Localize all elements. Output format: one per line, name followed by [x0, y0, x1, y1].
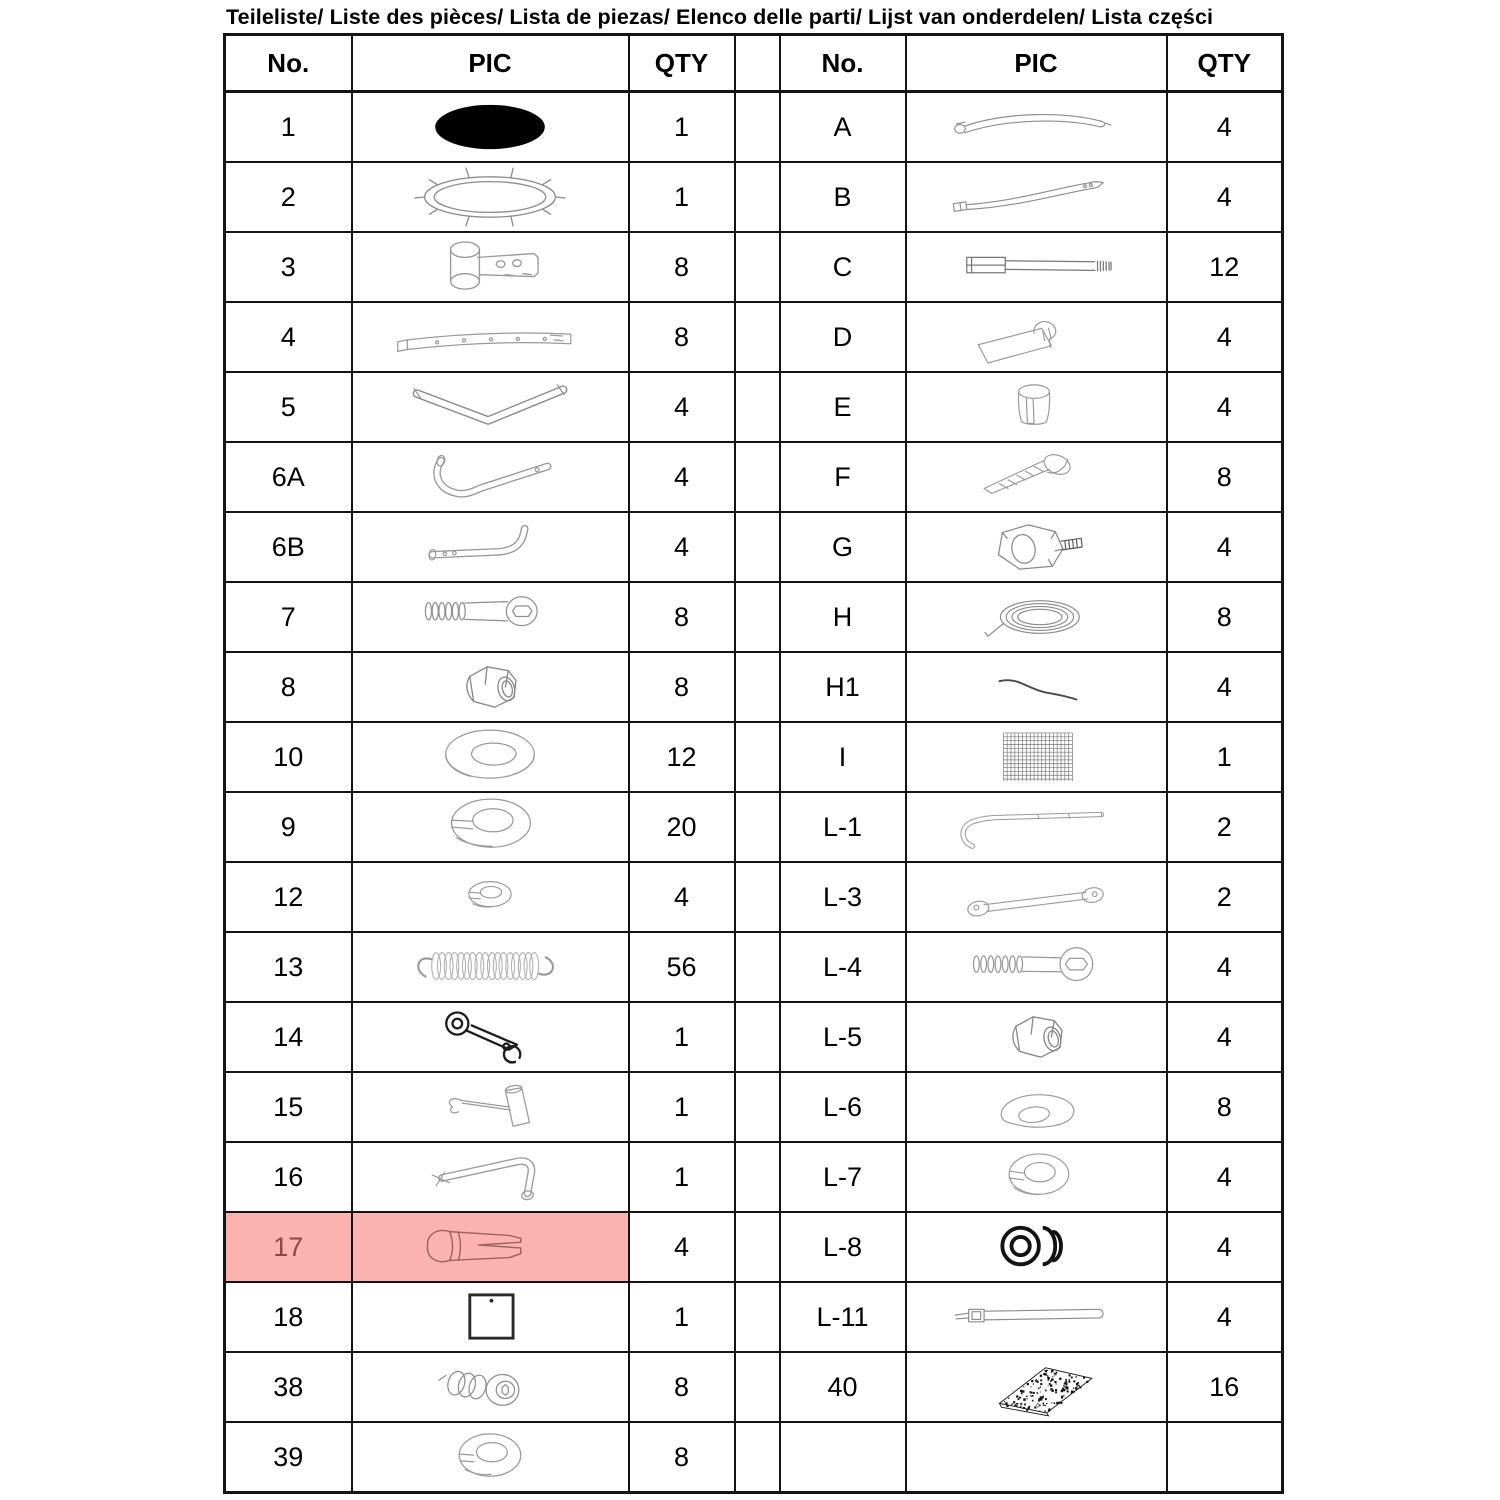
part-pic-right: [906, 582, 1167, 652]
part-pic-right: [906, 1142, 1167, 1212]
part-qty-left: 8: [629, 1422, 735, 1493]
part-qty-left: 8: [629, 232, 735, 302]
table-row: [225, 1352, 1283, 1422]
lock-nut-pic: [911, 1005, 1161, 1069]
part-qty-left: 8: [629, 302, 735, 372]
part-no-left: 9: [225, 792, 352, 862]
part-qty-right: 4: [1167, 162, 1283, 232]
table-row: [225, 1212, 1283, 1282]
table-row: [225, 792, 1283, 862]
part-no-right: E: [780, 372, 906, 442]
part-qty-left: 4: [629, 372, 735, 442]
part-pic-right: [906, 1212, 1167, 1282]
part-no-left: 38: [225, 1352, 352, 1422]
part-pic-left: [352, 372, 629, 442]
table-gap-cell: [735, 442, 780, 512]
header-qty-right: QTY: [1167, 35, 1283, 92]
table-gap-cell: [735, 1352, 780, 1422]
part-qty-right: 4: [1167, 1142, 1283, 1212]
part-pic-right: [906, 92, 1167, 163]
part-no-left: 2: [225, 162, 352, 232]
square-plate-pic: [365, 1285, 615, 1349]
header-no-left: No.: [225, 35, 352, 92]
part-no-right: 40: [780, 1352, 906, 1422]
part-no-right: L-3: [780, 862, 906, 932]
table-gap-cell: [735, 932, 780, 1002]
part-qty-right: 4: [1167, 932, 1283, 1002]
part-no-left: 1: [225, 92, 352, 163]
part-no-left: 15: [225, 1072, 352, 1142]
table-gap-cell: [735, 1142, 780, 1212]
table-row: [225, 162, 1283, 232]
part-qty-right: 4: [1167, 652, 1283, 722]
header-gap: [735, 35, 780, 92]
part-qty-right: 16: [1167, 1352, 1283, 1422]
net-mesh-pic: [911, 725, 1161, 789]
threaded-rod-pic: [911, 235, 1161, 299]
part-qty-left: 12: [629, 722, 735, 792]
part-qty-left: 8: [629, 652, 735, 722]
cap-nut-pic: [365, 655, 615, 719]
part-pic-left: [352, 862, 629, 932]
part-no-right: H: [780, 582, 906, 652]
part-qty-right: 2: [1167, 792, 1283, 862]
header-pic-left: PIC: [352, 35, 629, 92]
part-qty-right: 4: [1167, 1282, 1283, 1352]
part-pic-right: [906, 862, 1167, 932]
part-pic-left: [352, 1002, 629, 1072]
part-no-right: B: [780, 162, 906, 232]
part-no-left: 18: [225, 1282, 352, 1352]
part-no-left: 13: [225, 932, 352, 1002]
part-pic-left: [352, 442, 629, 512]
part-pic-right: [906, 232, 1167, 302]
header-pic-right: PIC: [906, 35, 1167, 92]
eye-strap-pic: [911, 865, 1161, 929]
table-row: [225, 932, 1283, 1002]
part-pic-left: [352, 932, 629, 1002]
table-row: [225, 1072, 1283, 1142]
phillips-key-pic: [365, 1145, 615, 1209]
part-no-right: L-1: [780, 792, 906, 862]
cable-tie-pic: [911, 1285, 1161, 1349]
coiled-cord-pic: [911, 585, 1161, 649]
elbow-tube-b-pic: [365, 515, 615, 579]
part-pic-left: [352, 302, 629, 372]
wood-screw-pic: [911, 445, 1161, 509]
part-no-left: 4: [225, 302, 352, 372]
part-qty-right: 8: [1167, 1072, 1283, 1142]
table-gap-cell: [735, 372, 780, 442]
table-gap-cell: [735, 512, 780, 582]
part-no-right: A: [780, 92, 906, 163]
part-no-right: C: [780, 232, 906, 302]
part-no-left: 10: [225, 722, 352, 792]
part-no-left: 39: [225, 1422, 352, 1493]
v-tube-pic: [365, 375, 615, 439]
table-gap-cell: [735, 582, 780, 652]
knob-nut-pic: [911, 515, 1161, 579]
part-pic-left: [352, 512, 629, 582]
jump-mat-pic: [365, 95, 615, 159]
curved-pole-a-pic: [911, 95, 1161, 159]
split-ring-pic: [911, 1145, 1161, 1209]
part-no-right: F: [780, 442, 906, 512]
table-gap-cell: [735, 1282, 780, 1352]
part-no-left: 17: [225, 1212, 352, 1282]
part-qty-right: 4: [1167, 92, 1283, 163]
part-pic-right: [906, 722, 1167, 792]
table-gap-cell: [735, 722, 780, 792]
part-pic-right: [906, 1422, 1167, 1493]
table-row: [225, 1422, 1283, 1493]
part-pic-left: [352, 92, 629, 163]
slotted-cap-pic: [911, 375, 1161, 439]
curved-rail-pic: [365, 305, 615, 369]
part-qty-right: 8: [1167, 582, 1283, 652]
part-pic-left: [352, 652, 629, 722]
part-qty-left: 1: [629, 1282, 735, 1352]
part-pic-right: [906, 652, 1167, 722]
part-no-left: 5: [225, 372, 352, 442]
table-row: [225, 652, 1283, 722]
part-qty-right: [1167, 1422, 1283, 1493]
part-pic-left: [352, 1352, 629, 1422]
part-qty-left: 20: [629, 792, 735, 862]
part-qty-right: 2: [1167, 862, 1283, 932]
elbow-tube-a-pic: [365, 445, 615, 509]
table-gap-cell: [735, 652, 780, 722]
grommet-pic: [911, 1215, 1161, 1279]
part-pic-left: [352, 162, 629, 232]
part-no-right: [780, 1422, 906, 1493]
table-row: [225, 722, 1283, 792]
table-gap-cell: [735, 862, 780, 932]
part-qty-left: 8: [629, 582, 735, 652]
part-qty-left: 8: [629, 1352, 735, 1422]
fork-pin-pic: [365, 1215, 615, 1279]
table-row: [225, 512, 1283, 582]
table-gap-cell: [735, 1212, 780, 1282]
table-row: [225, 302, 1283, 372]
part-qty-left: 4: [629, 862, 735, 932]
table-row: [225, 372, 1283, 442]
table-row: [225, 582, 1283, 652]
part-no-right: L-5: [780, 1002, 906, 1072]
part-pic-right: [906, 372, 1167, 442]
part-no-left: 6A: [225, 442, 352, 512]
part-pic-right: [906, 302, 1167, 372]
part-qty-right: 4: [1167, 512, 1283, 582]
table-row: [225, 1142, 1283, 1212]
part-pic-left: [352, 792, 629, 862]
spring-pic: [365, 935, 615, 999]
part-pic-right: [906, 1352, 1167, 1422]
part-pic-right: [906, 932, 1167, 1002]
part-qty-right: 4: [1167, 1212, 1283, 1282]
part-no-right: D: [780, 302, 906, 372]
part-pic-right: [906, 792, 1167, 862]
table-gap-cell: [735, 1002, 780, 1072]
part-qty-right: 8: [1167, 442, 1283, 512]
part-no-left: 16: [225, 1142, 352, 1212]
curved-pole-b-pic: [911, 165, 1161, 229]
part-qty-right: 1: [1167, 722, 1283, 792]
part-qty-left: 4: [629, 512, 735, 582]
part-pic-right: [906, 512, 1167, 582]
table-gap-cell: [735, 1072, 780, 1142]
table-gap-cell: [735, 1422, 780, 1493]
part-qty-right: 4: [1167, 1002, 1283, 1072]
part-pic-left: [352, 1422, 629, 1493]
mesh-patch-pic: [911, 1355, 1161, 1419]
header-row: [225, 35, 1283, 92]
header-no-right: No.: [780, 35, 906, 92]
split-washer-large-pic: [365, 795, 615, 859]
part-pic-left: [352, 722, 629, 792]
part-no-left: 7: [225, 582, 352, 652]
part-pic-left: [352, 1212, 629, 1282]
table-row: [225, 442, 1283, 512]
socket-bolt-pic: [365, 585, 615, 649]
part-pic-right: [906, 442, 1167, 512]
table-gap-cell: [735, 302, 780, 372]
part-no-right: L-6: [780, 1072, 906, 1142]
frame-ring-pic: [365, 165, 615, 229]
table-gap-cell: [735, 92, 780, 163]
part-qty-left: 1: [629, 1072, 735, 1142]
table-row: [225, 1002, 1283, 1072]
table-gap-cell: [735, 162, 780, 232]
split-washer-small-pic: [365, 865, 615, 929]
part-no-left: 12: [225, 862, 352, 932]
part-no-left: 3: [225, 232, 352, 302]
spring-tool-pic: [365, 1075, 615, 1139]
table-row: [225, 862, 1283, 932]
part-pic-right: [906, 1072, 1167, 1142]
table-row: [225, 1282, 1283, 1352]
part-qty-left: 1: [629, 92, 735, 163]
saddle-washer-pic: [911, 1075, 1161, 1139]
part-no-right: L-7: [780, 1142, 906, 1212]
header-qty-left: QTY: [629, 35, 735, 92]
part-qty-left: 4: [629, 442, 735, 512]
part-pic-right: [906, 1282, 1167, 1352]
part-qty-right: 4: [1167, 372, 1283, 442]
eye-bolt-pic: [911, 935, 1161, 999]
part-no-right: L-11: [780, 1282, 906, 1352]
pan-screw-pic: [365, 1355, 615, 1419]
part-pic-left: [352, 1282, 629, 1352]
part-no-right: I: [780, 722, 906, 792]
t-joint-pic: [365, 235, 615, 299]
part-qty-left: 1: [629, 1002, 735, 1072]
part-no-left: 14: [225, 1002, 352, 1072]
part-qty-left: 1: [629, 162, 735, 232]
table-row: [225, 232, 1283, 302]
cord-piece-pic: [911, 655, 1161, 719]
part-pic-right: [906, 162, 1167, 232]
parts-table-body: [225, 92, 1283, 1493]
part-pic-left: [352, 1142, 629, 1212]
part-qty-left: 1: [629, 1142, 735, 1212]
spring-wrench-pic: [365, 1005, 615, 1069]
part-no-left: 6B: [225, 512, 352, 582]
flat-washer-pic: [365, 725, 615, 789]
table-row: [225, 92, 1283, 163]
part-qty-left: 4: [629, 1212, 735, 1282]
part-pic-right: [906, 1002, 1167, 1072]
parts-table: [223, 33, 1284, 1494]
part-no-right: H1: [780, 652, 906, 722]
part-qty-right: 4: [1167, 302, 1283, 372]
part-pic-left: [352, 1072, 629, 1142]
pole-clip-pic: [911, 305, 1161, 369]
page-title: Teileliste/ Liste des pièces/ Lista de piezas/ Elenco delle parti/ Lijst van onderdelen/ Lista części: [226, 5, 1214, 29]
part-no-right: G: [780, 512, 906, 582]
split-washer-39-pic: [365, 1425, 615, 1489]
part-no-right: L-8: [780, 1212, 906, 1282]
table-gap-cell: [735, 792, 780, 862]
part-pic-left: [352, 582, 629, 652]
table-gap-cell: [735, 232, 780, 302]
part-qty-right: 12: [1167, 232, 1283, 302]
hooked-rod-pic: [911, 795, 1161, 859]
part-no-left: 8: [225, 652, 352, 722]
part-pic-left: [352, 232, 629, 302]
part-qty-left: 56: [629, 932, 735, 1002]
part-no-right: L-4: [780, 932, 906, 1002]
